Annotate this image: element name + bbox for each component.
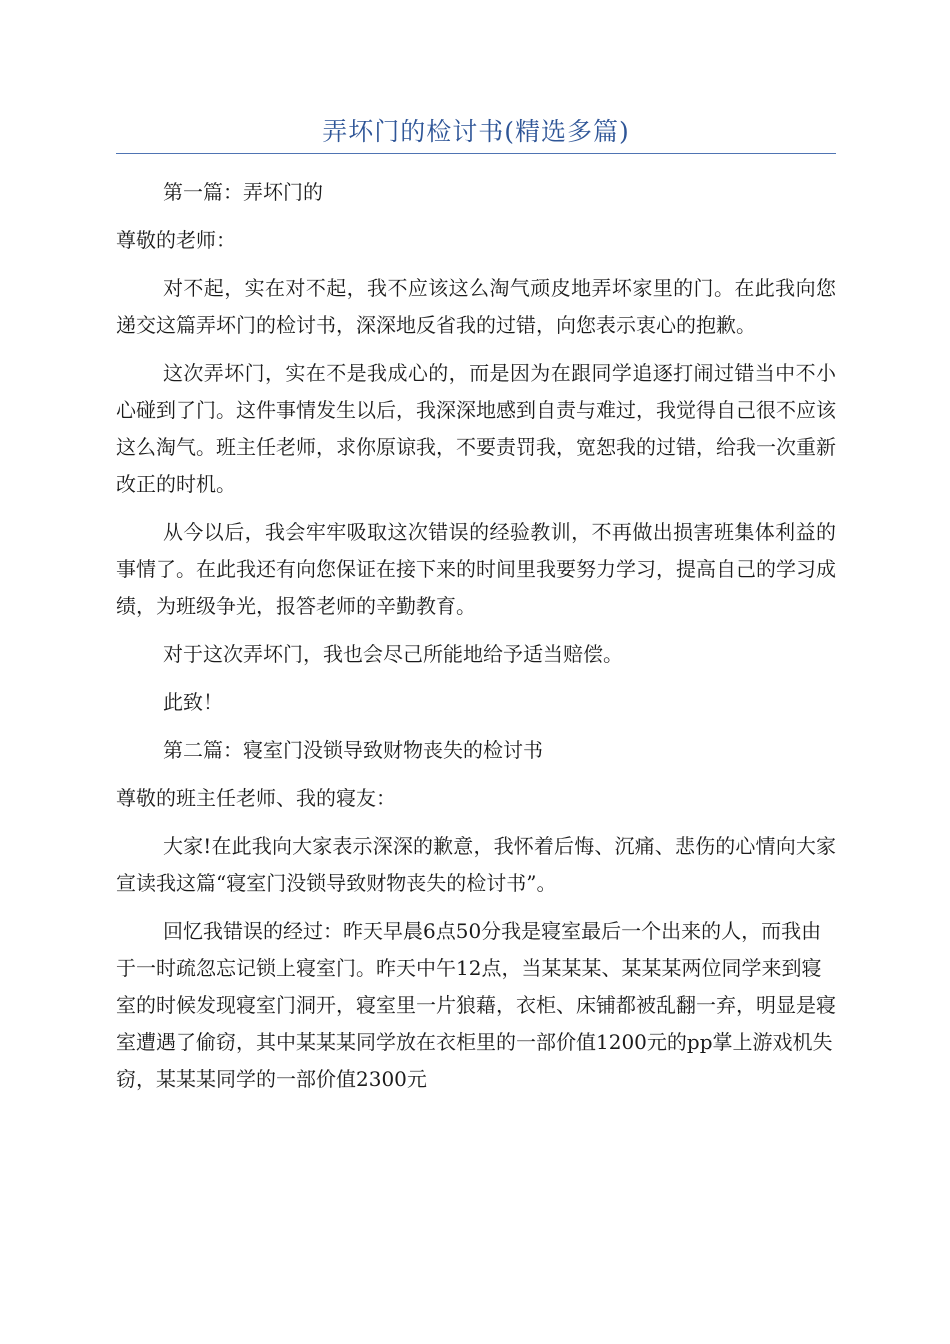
paragraph: 此致！ — [163, 690, 223, 714]
paragraph: 尊敬的老师： — [116, 228, 236, 252]
paragraph: 第二篇：寝室门没锁导致财物丧失的检讨书 — [163, 738, 543, 762]
paragraph: 这次弄坏门，实在不是我成心的，而是因为在跟同学追逐打闹过错当中不小心碰到了门。这件事情发生以后，我深深地感到自责与难过，我觉得自己很不应该这么淘气。班主任老师，求你原谅我，不要责罚我，宽恕我的过错，给我一次重新改正的时机。 — [116, 361, 836, 496]
paragraph: 大家!在此我向大家表示深深的歉意，我怀着后悔、沉痛、悲伤的心情向大家宣读我这篇“寝室门没锁导致财物丧失的检讨书”。 — [116, 834, 836, 895]
paragraph: 对不起，实在对不起，我不应该这么淘气顽皮地弄坏家里的门。在此我向您递交这篇弄坏门的检讨书，深深地反省我的过错，向您表示衷心的抱歉。 — [116, 276, 836, 337]
title-underline — [116, 153, 836, 154]
paragraph: 回忆我错误的经过：昨天早晨6点50分我是寝室最后一个出来的人，而我由于一时疏忽忘记锁上寝室门。昨天中午12点，当某某某、某某某两位同学来到寝室的时候发现寝室门洞开，寝室里一片狼藉，衣柜、床铺都被乱翻一弃，明显是寝室遭遇了偷窃，其中某某某同学放在衣柜里的一部价值1200元的pp掌上游戏机失窃，某某某同学的一部价值2300元 — [116, 919, 836, 1091]
paragraph: 从今以后，我会牢牢吸取这次错误的经验教训，不再做出损害班集体利益的事情了。在此我还有向您保证在接下来的时间里我要努力学习，提高自己的学习成绩，为班级争光，报答老师的辛勤教育。 — [116, 520, 836, 618]
paragraph: 尊敬的班主任老师、我的寝友： — [116, 786, 396, 810]
document-body — [116, 174, 836, 1109]
paragraph: 对于这次弄坏门，我也会尽己所能地给予适当赔偿。 — [163, 642, 623, 666]
document-title: 弄坏门的检讨书(精选多篇) — [322, 117, 630, 146]
paragraph: 第一篇：弄坏门的 — [163, 180, 323, 204]
